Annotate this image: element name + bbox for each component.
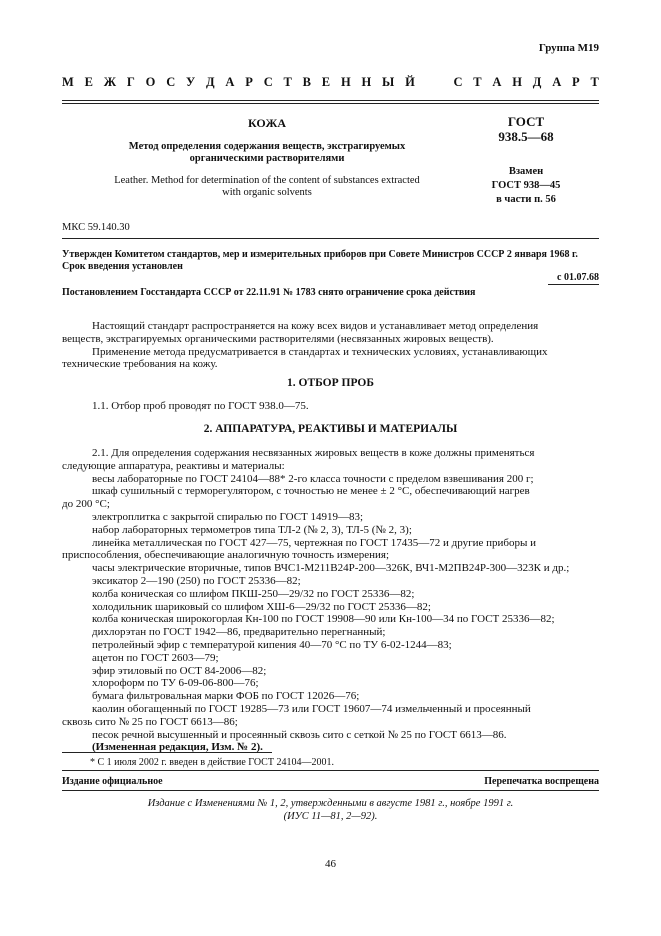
section-2-line: электроплитка с закрытой спиралью по ГОСТ 14919—83; [92, 510, 364, 523]
section-2-line: каолин обогащенный по ГОСТ 19285—73 или ГОСТ 19607—74 измельченный и просеянный [92, 702, 531, 715]
mezhgos-letter: А [552, 75, 562, 89]
section-2-body [62, 447, 599, 754]
mezhgos-letter: Й [405, 75, 415, 89]
mks-code: МКС 59.140.30 [62, 222, 130, 233]
mezhgos-letter: Н [361, 75, 372, 89]
section-2-heading: 2. АППАРАТУРА, РЕАКТИВЫ И МАТЕРИАЛЫ [203, 423, 458, 435]
effective-date-underline [548, 284, 599, 285]
replaces-block [452, 165, 600, 207]
mezhgos-letter: С [453, 75, 463, 89]
mezhgos-letter: Т [283, 75, 292, 89]
edition-note [62, 798, 599, 823]
edition-note-line-1: Издание с Изменениями № 1, 2, утвержденными в августе 1981 г., ноябре 1991 г. [147, 798, 514, 809]
mezhgos-letter: Н [512, 75, 522, 89]
section-2-line: набор лабораторных термометров типа ТЛ-2 (№ 2, 3), ТЛ-5 (№ 2, 3); [92, 523, 412, 536]
mezhgos-letter: Т [590, 75, 599, 89]
section-2-line: весы лабораторные по ГОСТ 24104—88* 2-го класса точности с пределом взвешивания 200 г; [92, 472, 534, 485]
subtitle-en-line-1: Leather. Method for determination of the content of substances extracted [114, 175, 420, 186]
intro-p2-a: Применение метода предусматривается в стандартах и технических условиях, устанавливающих [92, 345, 548, 358]
mezhgos-standart-header [62, 75, 599, 90]
mezhgos-letter: О [145, 75, 156, 89]
replaces-label: Взамен [508, 166, 544, 177]
page-number: 46 [325, 858, 336, 870]
subtitle-ru-line-2: органическими растворителями [189, 153, 345, 164]
intro-section [62, 320, 599, 371]
section-2-line: эксикатор 2—190 (250) по ГОСТ 25336—82; [92, 574, 301, 587]
section-2-line: часы электрические вторичные, типов ВЧС1-М211В24Р-200—326К, ВЧ1-М2ПВ24Р-300—323К и др.; [92, 562, 570, 575]
mezhgos-letter: Е [84, 75, 93, 89]
approval-line-3: Постановлением Госстандарта СССР от 22.11.91 № 1783 снято ограничение срока действия [62, 287, 476, 298]
section-2-line: дихлорэтан по ГОСТ 1942—86, предварительно перегнанный; [92, 626, 386, 639]
subtitle-ru-line-1: Метод определения содержания веществ, экстрагируемых [128, 141, 406, 152]
intro-p1-a: Настоящий стандарт распространяется на кожу всех видов и устанавливает метод определения [92, 320, 539, 332]
section-2-line: до 200 °С; [62, 498, 110, 511]
approval-line-1: Утвержден Комитетом стандартов, мер и измерительных приборов при Совете Министров СССР 2 января 1968 г. [62, 249, 578, 260]
mezhgos-letter: Н [340, 75, 351, 89]
intro-p1-b: веществ, экстрагируемых органическими растворителями (несвязанных жировых веществ). [62, 332, 494, 345]
mezhgos-letter: Д [532, 75, 542, 89]
group-label: Группа М19 [538, 42, 599, 54]
mezhgos-letter [440, 75, 443, 90]
mezhgos-letter: У [186, 75, 196, 89]
section-1-heading: 1. ОТБОР ПРОБ [287, 377, 374, 389]
mezhgos-letter [426, 75, 429, 90]
footer-divider [62, 770, 599, 771]
section-2-line: шкаф сушильный с терморегулятором, с точностью не менее ± 2 °С, обеспечивающий нагрев [92, 485, 530, 498]
footnote [62, 757, 599, 768]
section-2-line: следующие аппаратура, реактивы и материалы: [62, 459, 285, 472]
mks-divider [62, 238, 599, 239]
mezhgos-letter: М [62, 75, 74, 89]
reprint-prohibited-label: Перепечатка воспрещена [484, 776, 599, 787]
replaces-scope: в части п. 56 [496, 194, 556, 205]
intro-p2-b: технические требования на кожу. [62, 358, 218, 371]
header-divider [62, 100, 599, 104]
document-subtitle-ru [62, 141, 472, 165]
mezhgos-letter: Р [245, 75, 253, 89]
mezhgos-letter: С [166, 75, 176, 89]
mezhgos-letter: С [263, 75, 273, 89]
edition-note-line-2: (ИУС 11—81, 2—92). [283, 810, 378, 822]
footer-divider-2 [62, 790, 599, 791]
section-2-line: 2.1. Для определения содержания несвязанных жировых веществ в коже должны применяться [92, 447, 535, 459]
mezhgos-letter: Т [473, 75, 482, 89]
revision-note: (Измененная редакция, Изм. № 2). [92, 741, 263, 754]
official-edition-label: Издание официальное [62, 776, 163, 787]
section-2-line: бумага фильтровальная марки ФОБ по ГОСТ 12026—76; [92, 690, 360, 703]
approval-text [62, 249, 599, 273]
mezhgos-letter: А [492, 75, 502, 89]
mezhgos-letter: А [225, 75, 235, 89]
section-2-line: эфир этиловый по ОСТ 84-2006—82; [92, 664, 267, 677]
section-2-line: сквозь сито № 25 по ГОСТ 6613—86; [62, 715, 238, 728]
footnote-divider [62, 752, 272, 753]
section-2-line: петролейный эфир с температурой кипения 40—70 °С по ТУ 6-02-1244—83; [92, 638, 452, 651]
section-2-line: ацетон по ГОСТ 2603—79; [92, 651, 219, 664]
mezhgos-letter: Д [206, 75, 215, 89]
mezhgos-letter: Е [321, 75, 331, 89]
section-2-line: хлороформ по ТУ 6-09-06-800—76; [92, 677, 259, 690]
gost-label: ГОСТ [507, 114, 545, 129]
mezhgos-letter: Р [572, 75, 580, 89]
section-1-paragraph: 1.1. Отбор проб проводят по ГОСТ 938.0—75. [92, 400, 309, 412]
mezhgos-letter: В [302, 75, 311, 89]
section-2-line: колба коническая со шлифом ПКШ-250—29/32 по ГОСТ 25336—82; [92, 587, 415, 600]
subtitle-en-line-2: with organic solvents [222, 187, 312, 198]
section-2-line: приспособления, обеспечивающие аналогичную точность измерения; [62, 549, 390, 562]
document-subtitle-en [62, 175, 472, 199]
section-2-line: колба коническая широкогорлая Кн-100 по ГОСТ 19908—90 или Кн-100—34 по ГОСТ 25336—82; [92, 613, 555, 626]
mezhgos-letter: Ж [103, 75, 117, 89]
footnote-text: * С 1 июля 2002 г. введен в действие ГОСТ 24104—2001. [90, 757, 334, 768]
gost-designation [460, 114, 592, 144]
effective-date: с 01.07.68 [557, 272, 599, 283]
section-2-line: песок речной высушенный и просеянный сквозь сито с сеткой № 25 по ГОСТ 6613—86. [92, 728, 507, 741]
section-1-body [62, 400, 599, 413]
replaces-standard: ГОСТ 938—45 [491, 180, 561, 191]
mezhgos-letter: Г [126, 75, 135, 89]
approval-line-2: Срок введения установлен [62, 261, 183, 272]
mezhgos-letter: Ы [382, 75, 395, 89]
section-2-line: линейка металлическая по ГОСТ 427—75, чертежная по ГОСТ 17435—72 и другие приборы и [92, 536, 537, 549]
document-title: КОЖА [248, 116, 286, 130]
gost-number: 938.5—68 [498, 129, 554, 144]
section-2-line: холодильник шариковый со шлифом ХШ-6—29/32 по ГОСТ 25336—82; [92, 600, 431, 613]
